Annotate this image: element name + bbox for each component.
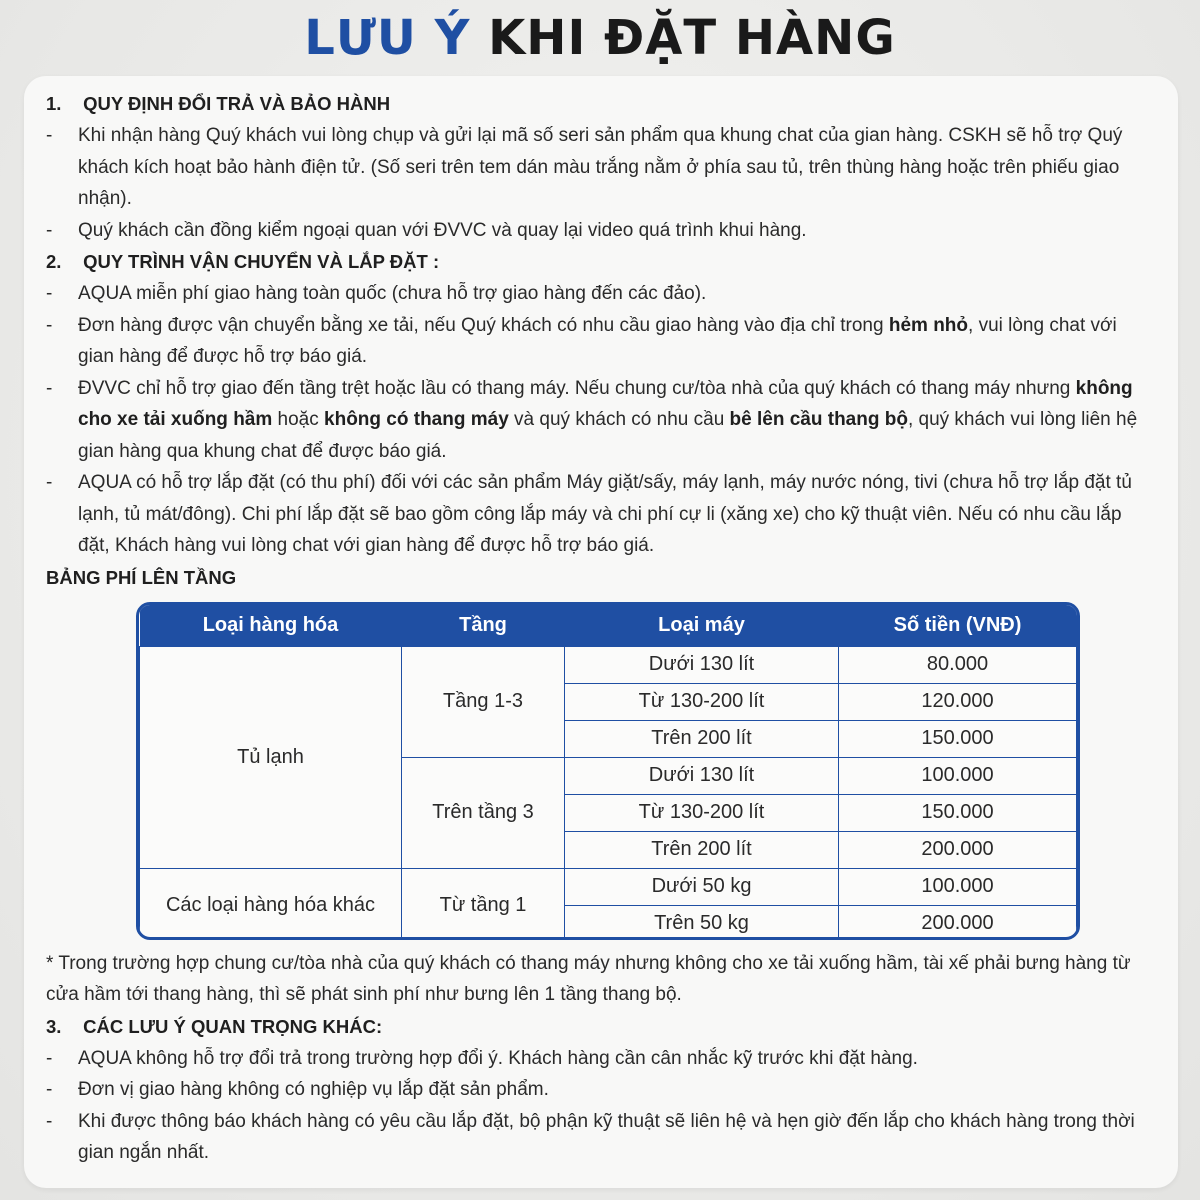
- notice-card: [24, 76, 1178, 1188]
- floor-cell: Tầng 1-3: [402, 646, 565, 757]
- table-row: [140, 868, 1077, 905]
- item-cell: Tủ lạnh: [140, 646, 402, 868]
- page-title: [0, 8, 1200, 68]
- price-cell: 80.000: [839, 646, 1077, 683]
- price-cell: 200.000: [839, 831, 1077, 868]
- type-cell: Trên 200 lít: [565, 720, 839, 757]
- type-cell: Từ 130-200 lít: [565, 794, 839, 831]
- type-cell: Trên 50 kg: [565, 905, 839, 940]
- floor-cell: Trên tầng 3: [402, 757, 565, 868]
- list-item: - AQUA có hỗ trợ lắp đặt (có thu phí) đối với các sản phẩm Máy giặt/sấy, máy lạnh, máy nước nóng, tivi (chưa hỗ trợ lắp đặt tủ lạnh, tủ mát/đông). Chi phí lắp đặt sẽ bao gồm công lắp máy và chi phí cự li (xăng xe) cho kỹ thuật viên. Nếu có nhu cầu lắp đặt, Khách hàng vui lòng chat với gian hàng để được hỗ trợ báo giá.: [46, 472, 1132, 556]
- fee-table: [136, 602, 1080, 940]
- item-cell: Các loại hàng hóa khác: [140, 868, 402, 940]
- fee-footnote: * Trong trường hợp chung cư/tòa nhà của quý khách có thang máy nhưng không cho xe tải xuống hầm, tài xế phải bưng hàng từ cửa hầm tới thang hàng, thì sẽ phát sinh phí như bưng lên 1 tầng thang bộ.: [46, 952, 1131, 1005]
- price-cell: 150.000: [839, 794, 1077, 831]
- column-header: Tầng: [402, 605, 565, 647]
- list-item: - AQUA miễn phí giao hàng toàn quốc (chưa hỗ trợ giao hàng đến các đảo).: [46, 283, 707, 304]
- column-header: Loại máy: [565, 605, 839, 647]
- title-highlight: LƯU Ý: [304, 10, 471, 66]
- section-2-heading: 2. QUY TRÌNH VẬN CHUYỂN VÀ LẮP ĐẶT :: [46, 251, 440, 272]
- type-cell: Dưới 130 lít: [565, 646, 839, 683]
- type-cell: Dưới 50 kg: [565, 868, 839, 905]
- price-cell: 150.000: [839, 720, 1077, 757]
- list-item: - Đơn hàng được vận chuyển bằng xe tải, nếu Quý khách có nhu cầu giao hàng vào địa chỉ trong hẻm nhỏ, vui lòng chat với gian hàng để được hỗ trợ báo giá.: [46, 314, 1117, 367]
- list-item: - Quý khách cần đồng kiểm ngoại quan với ĐVVC và quay lại video quá trình khui hàng.: [46, 219, 807, 241]
- price-cell: 100.000: [839, 868, 1077, 905]
- floor-cell: Từ tầng 1: [402, 868, 565, 940]
- list-item: - Khi nhận hàng Quý khách vui lòng chụp và gửi lại mã số seri sản phẩm qua khung chat của gian hàng. CSKH sẽ hỗ trợ Quý khách kích hoạt bảo hành điện tử. (Số seri trên tem dán màu trắng nằm ở phía sau tủ, trên thùng hàng hoặc trên phiếu giao nhận).: [46, 125, 1123, 209]
- list-item: - Đơn vị giao hàng không có nghiệp vụ lắp đặt sản phẩm.: [46, 1079, 549, 1100]
- title-rest: KHI ĐẶT HÀNG: [488, 10, 896, 66]
- type-cell: Dưới 130 lít: [565, 757, 839, 794]
- table-row: [140, 646, 1077, 683]
- price-cell: 100.000: [839, 757, 1077, 794]
- list-item: - AQUA không hỗ trợ đổi trả trong trường hợp đổi ý. Khách hàng cần cân nhắc kỹ trước khi đặt hàng.: [46, 1047, 918, 1069]
- notice-content: [46, 88, 1156, 1169]
- type-cell: Trên 200 lít: [565, 831, 839, 868]
- section-1-heading: 1. QUY ĐỊNH ĐỔI TRẢ VÀ BẢO HÀNH: [46, 93, 391, 114]
- type-cell: Từ 130-200 lít: [565, 683, 839, 720]
- section-3-heading: 3. CÁC LƯU Ý QUAN TRỌNG KHÁC:: [46, 1015, 383, 1037]
- list-item: - ĐVVC chỉ hỗ trợ giao đến tầng trệt hoặc lầu có thang máy. Nếu chung cư/tòa nhà của quý khách có thang máy nhưng không cho xe tải xuống hầm hoặc không có thang máy và quý khách có nhu cầu bê lên cầu thang bộ, quý khách vui lòng liên hệ gian hàng qua khung chat để được báo giá.: [46, 377, 1138, 462]
- fee-table-heading: BẢNG PHÍ LÊN TẦNG: [46, 566, 237, 588]
- list-item: - Khi được thông báo khách hàng có yêu cầu lắp đặt, bộ phận kỹ thuật sẽ liên hệ và hẹn giờ đến lắp cho khách hàng trong thời gian ngắn nhất.: [46, 1110, 1135, 1163]
- table-header-row: [140, 605, 1077, 647]
- column-header: Loại hàng hóa: [140, 605, 402, 647]
- price-cell: 120.000: [839, 683, 1077, 720]
- price-cell: 200.000: [839, 905, 1077, 940]
- column-header: Số tiền (VNĐ): [839, 605, 1077, 647]
